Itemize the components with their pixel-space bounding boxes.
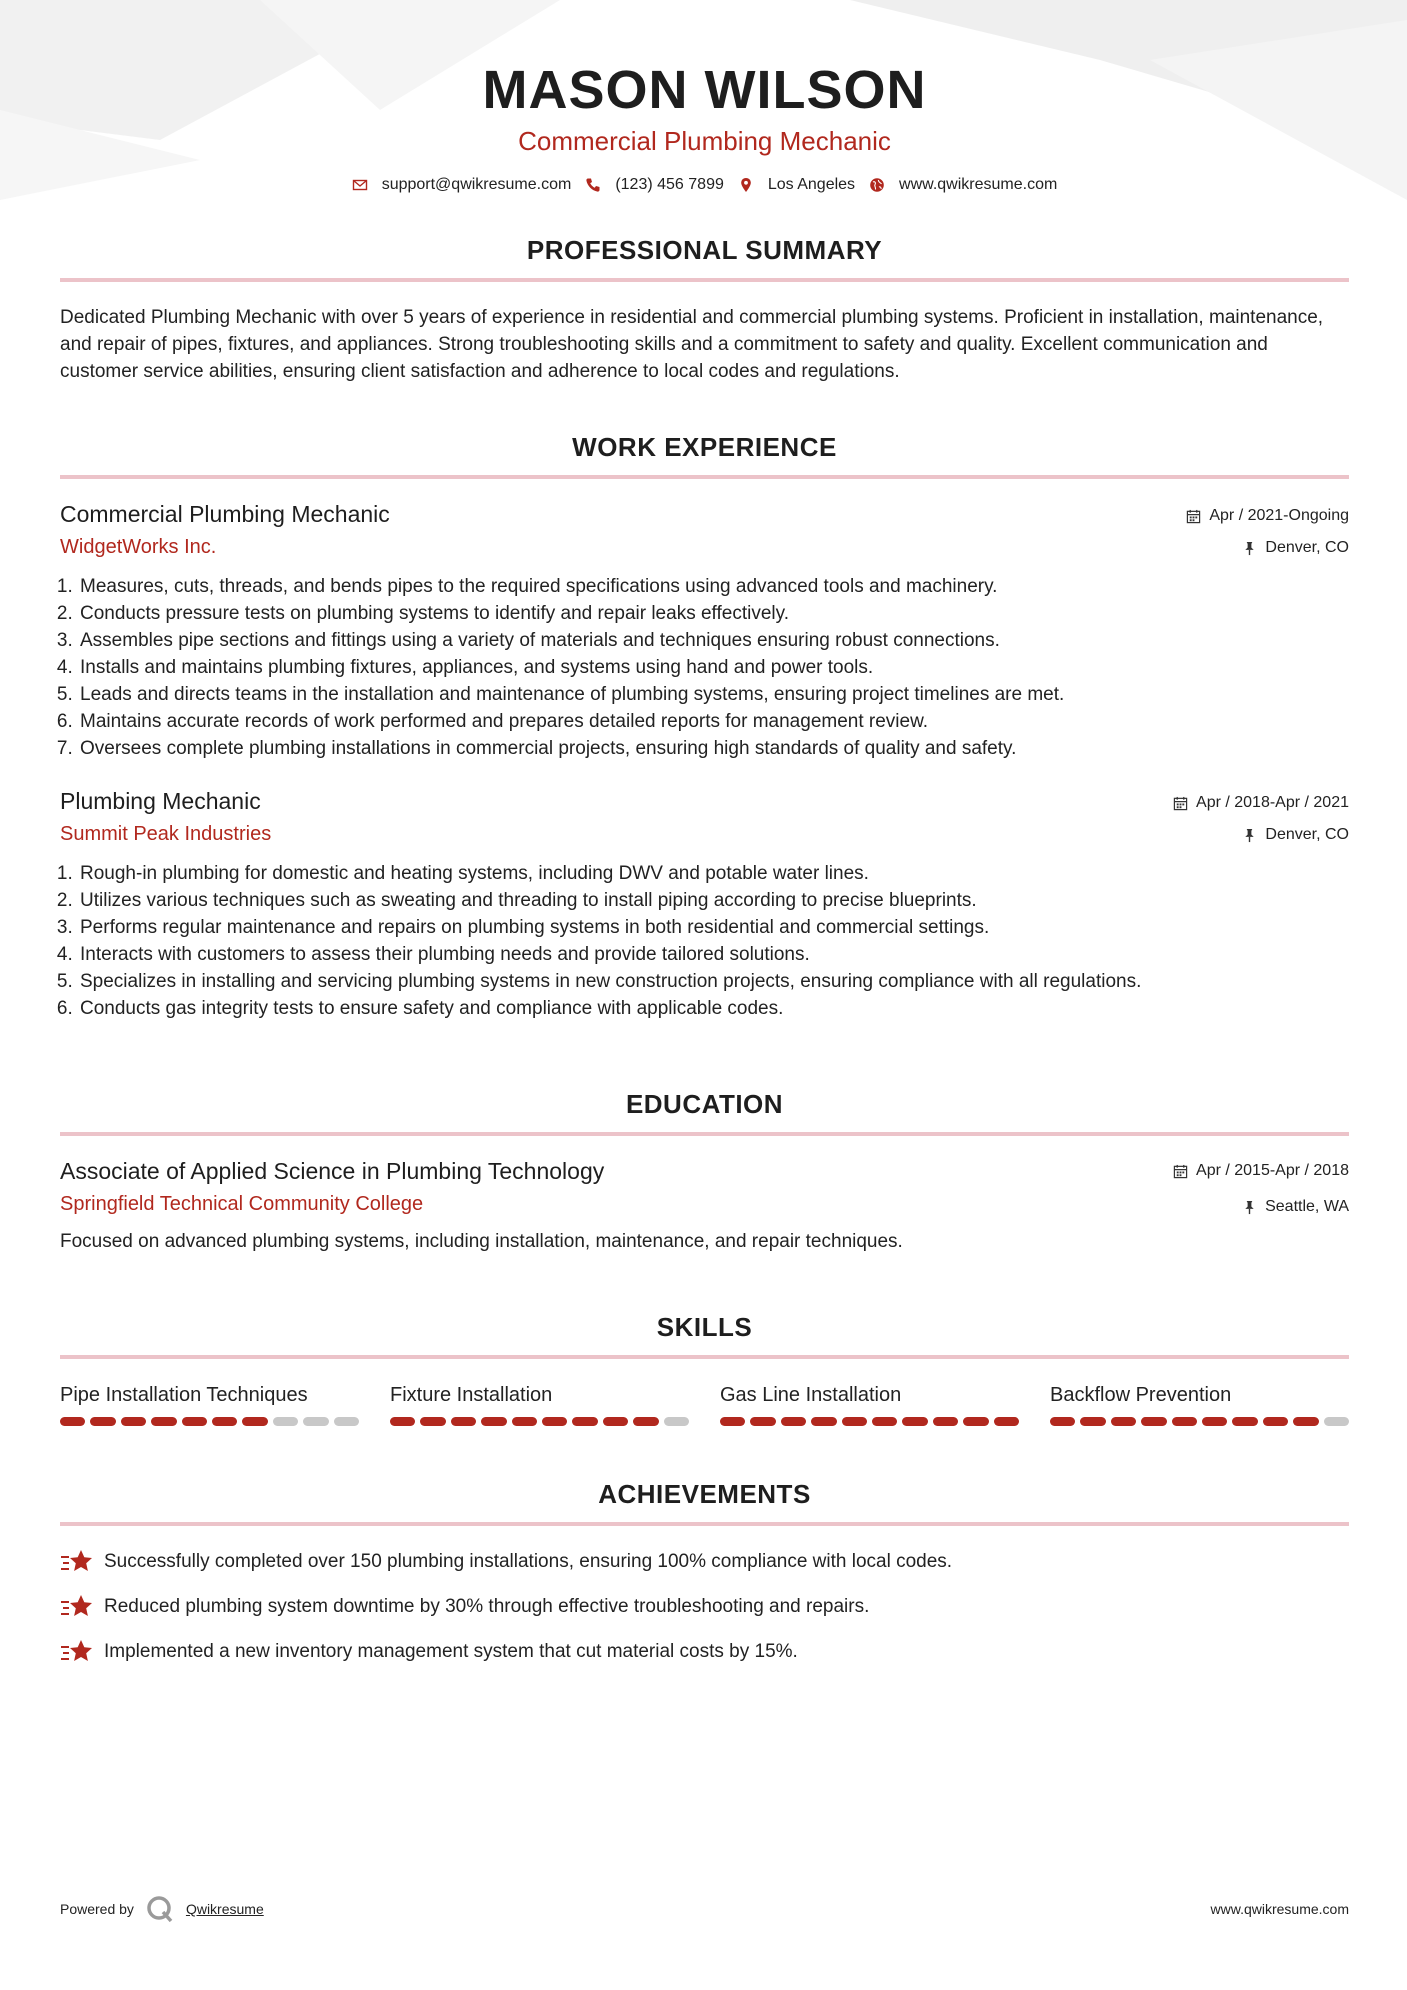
contact-email[interactable] bbox=[352, 176, 572, 194]
skill-item bbox=[390, 1381, 689, 1426]
skill-segment-filled bbox=[1080, 1417, 1105, 1426]
skill-segment-filled bbox=[121, 1417, 146, 1426]
experience-section bbox=[60, 431, 1349, 1022]
calendar-icon bbox=[1186, 509, 1201, 524]
contact-location-text: Los Angeles bbox=[767, 176, 856, 193]
pushpin-icon bbox=[1242, 541, 1257, 556]
list-item: 6. Maintains accurate records of work performed and prepares detailed reports for management review. bbox=[78, 708, 1349, 735]
star-icon bbox=[60, 1592, 94, 1622]
brand-link[interactable]: Qwikresume bbox=[185, 1901, 264, 1917]
job-dates: Apr / 2021-Ongoing bbox=[1209, 507, 1349, 524]
pushpin-icon bbox=[1242, 1200, 1257, 1215]
contact-website[interactable] bbox=[869, 176, 1057, 194]
list-item: 4. Interacts with customers to assess their plumbing needs and provide tailored solutions. bbox=[78, 941, 1349, 968]
achievements-list bbox=[60, 1548, 1349, 1665]
pushpin-icon bbox=[1242, 828, 1257, 843]
star-icon bbox=[60, 1637, 94, 1667]
job-responsibilities bbox=[60, 573, 1349, 762]
skill-segment-filled bbox=[781, 1417, 806, 1426]
skill-level-bar bbox=[720, 1417, 1019, 1426]
skill-segment-filled bbox=[994, 1417, 1019, 1426]
skill-segment-empty bbox=[334, 1417, 359, 1426]
skill-name: Pipe Installation Techniques bbox=[60, 1384, 308, 1406]
skill-segment-filled bbox=[1293, 1417, 1318, 1426]
skill-level-bar bbox=[1050, 1417, 1349, 1426]
skill-item bbox=[60, 1381, 359, 1426]
list-item bbox=[60, 1548, 1349, 1575]
skill-segment-filled bbox=[60, 1417, 85, 1426]
skill-item bbox=[720, 1381, 1019, 1426]
list-item: 1. Rough-in plumbing for domestic and heating systems, including DWV and potable water lines. bbox=[78, 860, 1349, 887]
list-item: 6. Conducts gas integrity tests to ensure safety and compliance with applicable codes. bbox=[78, 995, 1349, 1022]
list-item: 2. Conducts pressure tests on plumbing systems to identify and repair leaks effectively. bbox=[78, 600, 1349, 627]
resume-page bbox=[60, 0, 1349, 1990]
contact-phone[interactable] bbox=[585, 176, 724, 194]
section-divider bbox=[60, 1355, 1349, 1359]
education-location: Seattle, WA bbox=[1265, 1198, 1349, 1215]
star-icon bbox=[60, 1547, 94, 1577]
job-responsibilities bbox=[60, 860, 1349, 1022]
skill-segment-filled bbox=[1263, 1417, 1288, 1426]
page-footer bbox=[60, 1895, 1349, 1923]
skill-segment-filled bbox=[1050, 1417, 1075, 1426]
list-item bbox=[60, 1593, 1349, 1620]
skill-segment-filled bbox=[1141, 1417, 1166, 1426]
skill-segment-filled bbox=[542, 1417, 567, 1426]
skill-segment-filled bbox=[512, 1417, 537, 1426]
skill-segment-filled bbox=[151, 1417, 176, 1426]
skill-segment-filled bbox=[182, 1417, 207, 1426]
skill-segment-filled bbox=[1232, 1417, 1257, 1426]
candidate-title: Commercial Plumbing Mechanic bbox=[518, 126, 891, 156]
envelope-icon bbox=[352, 177, 368, 193]
education-entry bbox=[60, 1156, 1349, 1255]
experience-heading: WORK EXPERIENCE bbox=[572, 432, 837, 462]
skill-segment-filled bbox=[963, 1417, 988, 1426]
summary-text: Dedicated Plumbing Mechanic with over 5 years of experience in residential and commercial plumbing systems. Proficient in installation, maintenance, and repair of pipes, fixtures, and appliances. Strong troubleshooting skills and a commitment to safety and quality. Excellent communication and customer service abilities, ensuring client satisfaction and adherence to local codes and regulations. bbox=[60, 307, 1324, 382]
list-item: 3. Assembles pipe sections and fittings using a variety of materials and techniques ensuring robust connections. bbox=[78, 627, 1349, 654]
achievements-heading: ACHIEVEMENTS bbox=[598, 1479, 811, 1509]
skill-segment-empty bbox=[664, 1417, 689, 1426]
education-section bbox=[60, 1088, 1349, 1255]
contact-location bbox=[738, 176, 855, 194]
job-company: Summit Peak Industries bbox=[60, 823, 272, 845]
section-divider bbox=[60, 475, 1349, 479]
achievement-text: Reduced plumbing system downtime by 30% through effective troubleshooting and repairs. bbox=[104, 1596, 870, 1617]
skill-segment-filled bbox=[390, 1417, 415, 1426]
job-location: Denver, CO bbox=[1265, 826, 1349, 843]
powered-by-label: Powered by bbox=[60, 1901, 134, 1917]
skill-segment-empty bbox=[1324, 1417, 1349, 1426]
skills-grid bbox=[60, 1381, 1349, 1426]
skill-segment-filled bbox=[1172, 1417, 1197, 1426]
skill-level-bar bbox=[390, 1417, 689, 1426]
degree-title: Associate of Applied Science in Plumbing Technology bbox=[60, 1158, 605, 1184]
skill-level-bar bbox=[60, 1417, 359, 1426]
job-location: Denver, CO bbox=[1265, 539, 1349, 556]
skill-segment-filled bbox=[481, 1417, 506, 1426]
qwikresume-logo-icon bbox=[146, 1895, 174, 1923]
list-item bbox=[60, 1638, 1349, 1665]
job-entry bbox=[60, 786, 1349, 1022]
achievement-text: Implemented a new inventory management system that cut material costs by 15%. bbox=[104, 1641, 798, 1662]
skill-segment-filled bbox=[420, 1417, 445, 1426]
candidate-name: MASON WILSON bbox=[482, 60, 927, 120]
footer-website-link[interactable]: www.qwikresume.com bbox=[1210, 1901, 1349, 1917]
skills-heading: SKILLS bbox=[656, 1312, 753, 1342]
job-dates: Apr / 2018-Apr / 2021 bbox=[1196, 794, 1349, 811]
skill-segment-filled bbox=[603, 1417, 628, 1426]
skill-segment-filled bbox=[633, 1417, 658, 1426]
phone-icon bbox=[585, 177, 601, 193]
list-item: 4. Installs and maintains plumbing fixtures, appliances, and systems using hand and power tools. bbox=[78, 654, 1349, 681]
job-entry bbox=[60, 499, 1349, 762]
skill-segment-filled bbox=[750, 1417, 775, 1426]
section-divider bbox=[60, 1522, 1349, 1526]
job-company: WidgetWorks Inc. bbox=[60, 536, 217, 558]
skill-name: Fixture Installation bbox=[390, 1384, 553, 1406]
skill-segment-empty bbox=[303, 1417, 328, 1426]
globe-icon bbox=[869, 177, 885, 193]
summary-section bbox=[60, 234, 1349, 385]
skill-segment-filled bbox=[212, 1417, 237, 1426]
contact-email-text: support@qwikresume.com bbox=[381, 176, 572, 193]
skill-segment-filled bbox=[720, 1417, 745, 1426]
achievement-text: Successfully completed over 150 plumbing installations, ensuring 100% compliance with local codes. bbox=[104, 1551, 953, 1572]
skill-segment-filled bbox=[90, 1417, 115, 1426]
job-title: Commercial Plumbing Mechanic bbox=[60, 501, 390, 527]
skill-name: Backflow Prevention bbox=[1050, 1384, 1232, 1406]
skill-segment-filled bbox=[842, 1417, 867, 1426]
skill-segment-filled bbox=[572, 1417, 597, 1426]
skill-segment-empty bbox=[273, 1417, 298, 1426]
contact-bar bbox=[60, 176, 1349, 194]
list-item: 2. Utilizes various techniques such as sweating and threading to install piping according to precise blueprints. bbox=[78, 887, 1349, 914]
map-pin-icon bbox=[738, 177, 754, 193]
section-divider bbox=[60, 1132, 1349, 1136]
calendar-icon bbox=[1173, 1164, 1188, 1179]
contact-phone-text: (123) 456 7899 bbox=[615, 176, 724, 193]
education-dates: Apr / 2015-Apr / 2018 bbox=[1196, 1162, 1349, 1179]
skill-segment-filled bbox=[451, 1417, 476, 1426]
skill-segment-filled bbox=[1111, 1417, 1136, 1426]
skill-item bbox=[1050, 1381, 1349, 1426]
education-heading: EDUCATION bbox=[625, 1089, 784, 1119]
job-title: Plumbing Mechanic bbox=[60, 788, 261, 814]
contact-website-text: www.qwikresume.com bbox=[899, 176, 1058, 193]
resume-header bbox=[60, 0, 1349, 194]
education-description: Focused on advanced plumbing systems, including installation, maintenance, and repair techniques. bbox=[60, 1231, 903, 1252]
list-item: 5. Leads and directs teams in the installation and maintenance of plumbing systems, ensuring project timelines are met. bbox=[78, 681, 1349, 708]
skill-segment-filled bbox=[902, 1417, 927, 1426]
skill-name: Gas Line Installation bbox=[720, 1384, 902, 1406]
skill-segment-filled bbox=[1202, 1417, 1227, 1426]
calendar-icon bbox=[1173, 796, 1188, 811]
skill-segment-filled bbox=[811, 1417, 836, 1426]
list-item: 1. Measures, cuts, threads, and bends pipes to the required specifications using advanced tools and machinery. bbox=[78, 573, 1349, 600]
list-item: 5. Specializes in installing and servicing plumbing systems in new construction projects, ensuring compliance with all regulations. bbox=[78, 968, 1349, 995]
skill-segment-filled bbox=[933, 1417, 958, 1426]
list-item: 7. Oversees complete plumbing installations in commercial projects, ensuring high standards of quality and safety. bbox=[78, 735, 1349, 762]
achievements-section bbox=[60, 1478, 1349, 1665]
summary-heading: PROFESSIONAL SUMMARY bbox=[526, 235, 883, 265]
list-item: 3. Performs regular maintenance and repairs on plumbing systems in both residential and commercial settings. bbox=[78, 914, 1349, 941]
school-name: Springfield Technical Community College bbox=[60, 1193, 424, 1215]
skill-segment-filled bbox=[872, 1417, 897, 1426]
skills-section bbox=[60, 1311, 1349, 1426]
section-divider bbox=[60, 278, 1349, 282]
skill-segment-filled bbox=[242, 1417, 267, 1426]
